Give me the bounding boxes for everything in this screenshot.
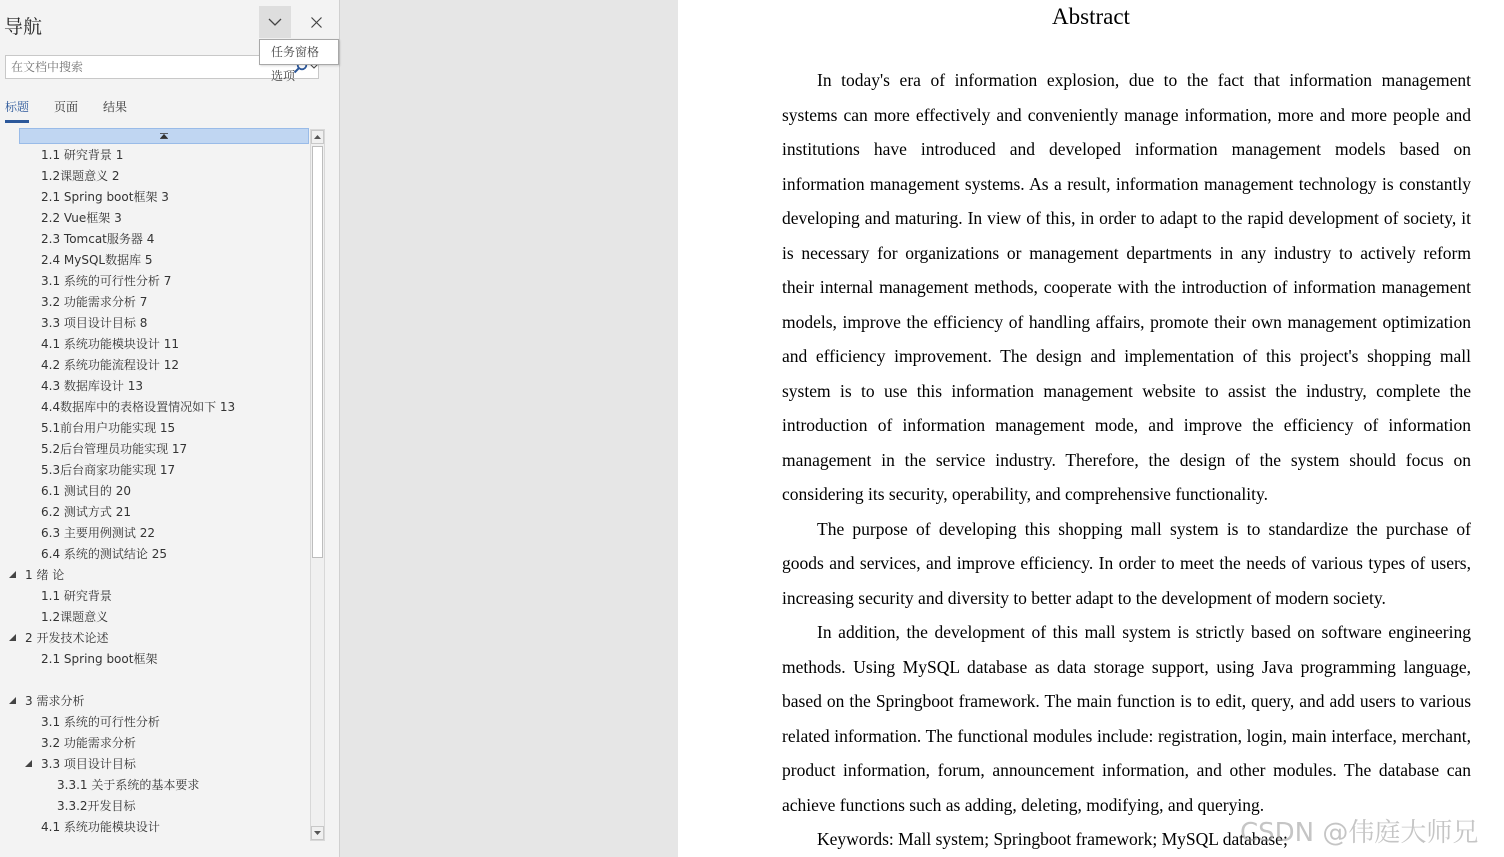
- close-button[interactable]: [302, 8, 330, 36]
- tree-item[interactable]: 4.3 数据库设计 13: [41, 379, 143, 393]
- abstract-line: management in the service industry. Therefore, the design of the system should focus on: [782, 449, 1471, 470]
- tree-item[interactable]: 3.3 项目设计目标: [41, 757, 136, 771]
- tab-headings[interactable]: 标题: [5, 100, 30, 114]
- tab-pages[interactable]: 页面: [54, 100, 79, 114]
- abstract-line: considering its security, operability, and comprehensive functionality.: [782, 484, 1268, 504]
- tree-item[interactable]: 3.1 系统的可行性分析: [41, 715, 160, 729]
- task-pane-options-button[interactable]: [259, 6, 291, 38]
- abstract-line: systems can more effectively and conveniently manage information, more and more people and: [782, 104, 1471, 125]
- abstract-line: related information. The functional modules include: registration, login, main interface, merchant,: [782, 725, 1471, 746]
- triangle-down-icon: [314, 831, 321, 835]
- abstract-line: information management systems. As a result, information management technology is constantly: [782, 173, 1471, 194]
- tree-item[interactable]: 6.2 测试方式 21: [41, 505, 131, 519]
- vertical-scrollbar[interactable]: [310, 129, 325, 841]
- search-input[interactable]: [6, 56, 281, 78]
- tree-item[interactable]: 6.1 测试目的 20: [41, 484, 131, 498]
- tree-top-item[interactable]: [19, 128, 309, 144]
- expand-toggle-icon[interactable]: [9, 634, 17, 642]
- tooltip: 任务窗格选项: [259, 39, 339, 65]
- abstract-line: product information, forum, announcement information, and other modules. The database can: [782, 760, 1471, 780]
- abstract-line: their internal management methods, cooperate with the introduction of information management: [782, 277, 1471, 297]
- tree-item[interactable]: 3.3 项目设计目标 8: [41, 316, 148, 330]
- scroll-down-button[interactable]: [311, 826, 324, 840]
- abstract-line: Keywords: Mall system; Springboot framework; MySQL database;: [817, 829, 1288, 849]
- expand-toggle-icon[interactable]: [9, 571, 17, 579]
- tree-item[interactable]: 1.2课题意义 2: [41, 169, 120, 183]
- chevron-down-icon: [268, 18, 282, 26]
- tree-item[interactable]: 2.1 Spring boot框架: [41, 652, 158, 666]
- tree-item[interactable]: 2.2 Vue框架 3: [41, 211, 122, 225]
- abstract-line: is necessary for organizations or management departments in any industry to actively reform: [782, 242, 1471, 263]
- tree-item[interactable]: 6.3 主要用例测试 22: [41, 526, 155, 540]
- tree-item[interactable]: 3.3.2开发目标: [57, 799, 136, 813]
- abstract-line: developing and maturing. In view of this, in order to adapt to the rapid development of society, it: [782, 208, 1471, 228]
- tab-results[interactable]: 结果: [103, 100, 128, 114]
- collapse-up-icon: [160, 133, 168, 139]
- tree-item[interactable]: 2.3 Tomcat服务器 4: [41, 232, 155, 246]
- tree-item[interactable]: 1.1 研究背景 1: [41, 148, 124, 162]
- tree-item[interactable]: 3.1 系统的可行性分析 7: [41, 274, 172, 288]
- abstract-line: increasing security and diversity to better adapt to the development of modern society.: [782, 587, 1386, 608]
- scroll-up-button[interactable]: [311, 130, 324, 144]
- tree-item[interactable]: 4.2 系统功能流程设计 12: [41, 358, 179, 372]
- navigation-pane: [0, 0, 340, 857]
- tree-item[interactable]: 3.2 功能需求分析: [41, 736, 136, 750]
- nav-title: 导航: [4, 16, 43, 38]
- expand-toggle-icon[interactable]: [25, 760, 33, 768]
- close-icon: [311, 17, 322, 28]
- abstract-title: Abstract: [1052, 4, 1130, 29]
- abstract-line: models, improve the efficiency of handling affairs, promote their own management optimization: [782, 311, 1471, 332]
- abstract-line: and efficiency improvement. The design and implementation of this project's shopping mall: [782, 346, 1471, 366]
- document-page[interactable]: [678, 0, 1504, 857]
- tree-item[interactable]: 3.2 功能需求分析 7: [41, 295, 148, 309]
- tree-item[interactable]: 4.4数据库中的表格设置情况如下 13: [41, 400, 236, 414]
- triangle-up-icon: [314, 135, 321, 139]
- tree-item[interactable]: 5.1前台用户功能实现 15: [41, 421, 176, 435]
- abstract-line: methods. Using MySQL database as data storage support, using Java programming language,: [782, 656, 1471, 677]
- tree-item[interactable]: 1.2课题意义: [41, 610, 109, 624]
- tree-item[interactable]: 2 开发技术论述: [25, 631, 109, 645]
- tree-item[interactable]: 3 需求分析: [25, 694, 85, 708]
- abstract-line: based on the Springboot framework. The main function is to edit, query, and add users to various: [782, 691, 1471, 711]
- tree-item[interactable]: 1 绪 论: [25, 568, 65, 582]
- abstract-line: achieve functions such as adding, deleting, modifying, and querying.: [782, 794, 1265, 815]
- abstract-line: In addition, the development of this mall system is strictly based on software engineering: [817, 622, 1471, 642]
- tree-item[interactable]: 2.1 Spring boot框架 3: [41, 190, 169, 204]
- expand-toggle-icon[interactable]: [9, 697, 17, 705]
- abstract-line: system is to use this information management website to assist the industry, complete the: [782, 380, 1471, 401]
- tree-item[interactable]: 2.4 MySQL数据库 5: [41, 253, 153, 267]
- tree-item[interactable]: 4.1 系统功能模块设计 11: [41, 337, 179, 351]
- tree-item[interactable]: 5.3后台商家功能实现 17: [41, 463, 176, 477]
- scrollbar-thumb[interactable]: [312, 146, 323, 558]
- tree-item[interactable]: 5.2后台管理员功能实现 17: [41, 442, 188, 456]
- abstract-line: institutions have introduced and developed information management models based on: [782, 139, 1471, 159]
- abstract-line: goods and services, and improve efficiency. In order to meet the needs of various types of users,: [782, 553, 1471, 573]
- headings-tree: [0, 127, 310, 841]
- tree-item[interactable]: 1.1 研究背景: [41, 589, 112, 603]
- watermark: CSDN @伟庭大师兄: [1240, 818, 1479, 848]
- tree-item[interactable]: 6.4 系统的测试结论 25: [41, 547, 167, 561]
- abstract-line: introduction of information management mode, and improve the efficiency of information: [782, 415, 1471, 435]
- abstract-line: In today's era of information explosion, due to the fact that information management: [817, 70, 1471, 90]
- tree-item[interactable]: 4.1 系统功能模块设计: [41, 820, 160, 834]
- tree-item[interactable]: 3.3.1 关于系统的基本要求: [57, 778, 200, 792]
- abstract-line: The purpose of developing this shopping mall system is to standardize the purchase of: [817, 518, 1471, 539]
